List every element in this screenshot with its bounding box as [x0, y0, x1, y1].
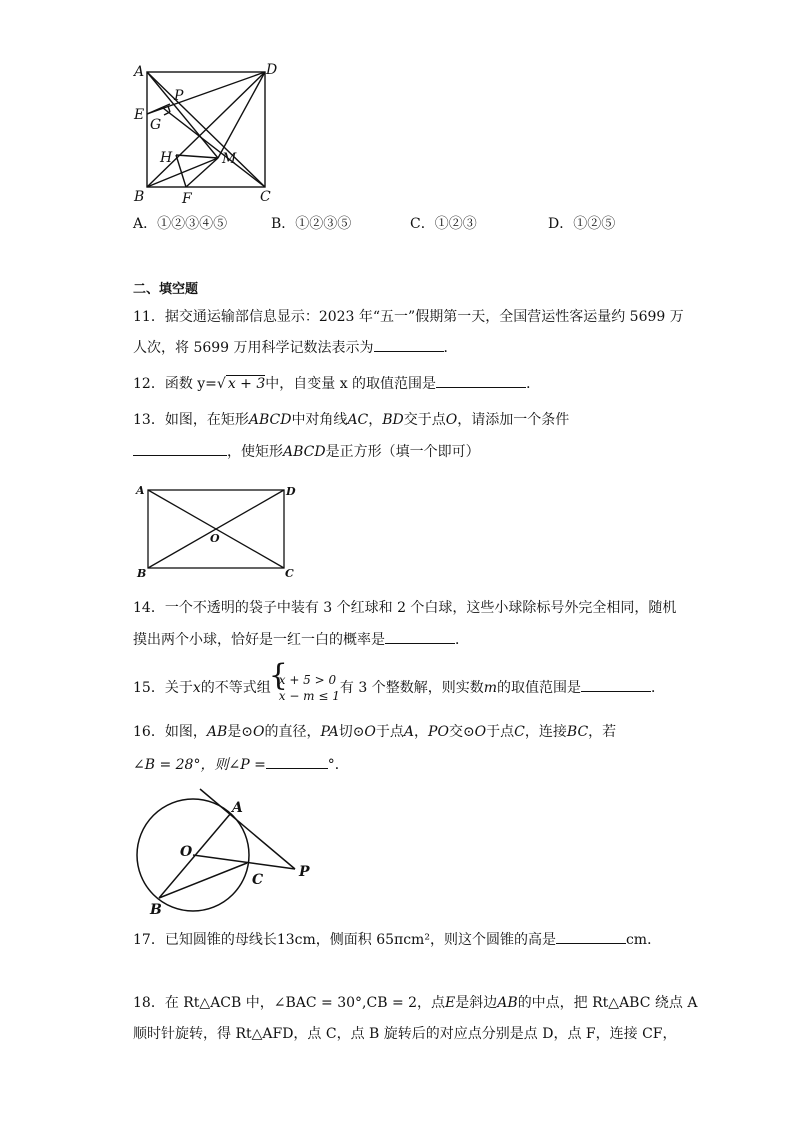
q14-line1: 14．一个不透明的袋子中装有 3 个红球和 2 个白球，这些小球除标号外完全相同，随机	[133, 600, 677, 616]
q16-line2: ∠B = 28°，则∠P = °．	[133, 754, 349, 775]
q11-line1: 11．据交通运输部信息显示：2023 年“五一”假期第一天，全国营运性客运量约 5699 万	[133, 309, 684, 325]
q15-answer-blank[interactable]	[581, 677, 651, 692]
choice-c[interactable]: C．①②③	[410, 216, 477, 232]
circle-label-C: C	[252, 872, 264, 888]
label-C: C	[260, 189, 271, 205]
label-H: H	[160, 150, 173, 166]
sqrt-expression: x + 3	[227, 376, 266, 392]
choice-b[interactable]: B．①②③⑤	[271, 216, 352, 232]
q18-line2: 顺时针旋转，得 Rt△AFD，点 C，点 B 旋转后的对应点分别是点 D，点 F，连接 CF，	[133, 1026, 677, 1042]
q17-line: 17．已知圆锥的母线长13cm，侧面积 65πcm²，则这个圆锥的高是 cm．	[133, 929, 661, 950]
inequality-system: { x + 5 > 0 x − m ≤ 1	[271, 672, 340, 704]
q13-answer-blank[interactable]	[133, 441, 227, 456]
rect-label-A: A	[136, 484, 145, 497]
circle-label-P: P	[299, 864, 310, 880]
q16-answer-blank[interactable]	[266, 754, 328, 769]
figure-square	[130, 62, 290, 207]
label-E: E	[134, 107, 145, 123]
label-F: F	[182, 191, 192, 207]
rect-label-C: C	[285, 567, 294, 580]
q11-line2: 人次，将 5699 万用科学记数法表示为 ．	[133, 337, 458, 358]
choice-d[interactable]: D．①②⑤	[548, 216, 616, 232]
q14-answer-blank[interactable]	[385, 629, 455, 644]
q13-line2: ，使矩形ABCD是正方形（填一个即可）	[133, 441, 480, 462]
q11-answer-blank[interactable]	[374, 337, 444, 352]
q12-answer-blank[interactable]	[436, 373, 526, 388]
q13-line1: 13．如图，在矩形ABCD中对角线AC，BD交于点O，请添加一个条件	[133, 412, 570, 428]
section-heading: 二、填空题	[133, 282, 199, 297]
q15-line: 15．关于x的不等式组 { x + 5 > 0 x − m ≤ 1 有 3 个整数解，则实数m的取值范围是 ．	[133, 672, 665, 702]
choice-a[interactable]: A．①②③④⑤	[133, 216, 228, 232]
label-D: D	[266, 62, 278, 78]
label-B: B	[134, 189, 145, 205]
label-P: P	[174, 88, 184, 104]
figure-circle	[130, 785, 315, 920]
q16-line1: 16．如图，AB是⊙O的直径，PA切⊙O于点A，PO交⊙O于点C，连接BC，若	[133, 724, 617, 740]
circle-label-A: A	[232, 800, 243, 816]
rect-label-O: O	[210, 532, 220, 545]
q12-line: 12．函数 y=√ x + 3中，自变量 x 的取值范围是 ．	[133, 373, 540, 394]
figure-rectangle	[132, 480, 302, 580]
label-G: G	[150, 117, 162, 133]
label-M: M	[222, 151, 237, 167]
circle-label-O: O	[180, 844, 193, 860]
q14-line2: 摸出两个小球，恰好是一红一白的概率是 ．	[133, 629, 469, 650]
q18-line1: 18．在 Rt△ACB 中，∠BAC = 30°,CB = 2，点E是斜边AB的中点，把 Rt△ABC 绕点 A	[133, 995, 698, 1011]
q17-answer-blank[interactable]	[556, 929, 626, 944]
rect-label-B: B	[137, 567, 147, 580]
label-A: A	[134, 64, 145, 80]
rect-label-D: D	[286, 485, 296, 498]
circle-label-B: B	[150, 902, 162, 918]
